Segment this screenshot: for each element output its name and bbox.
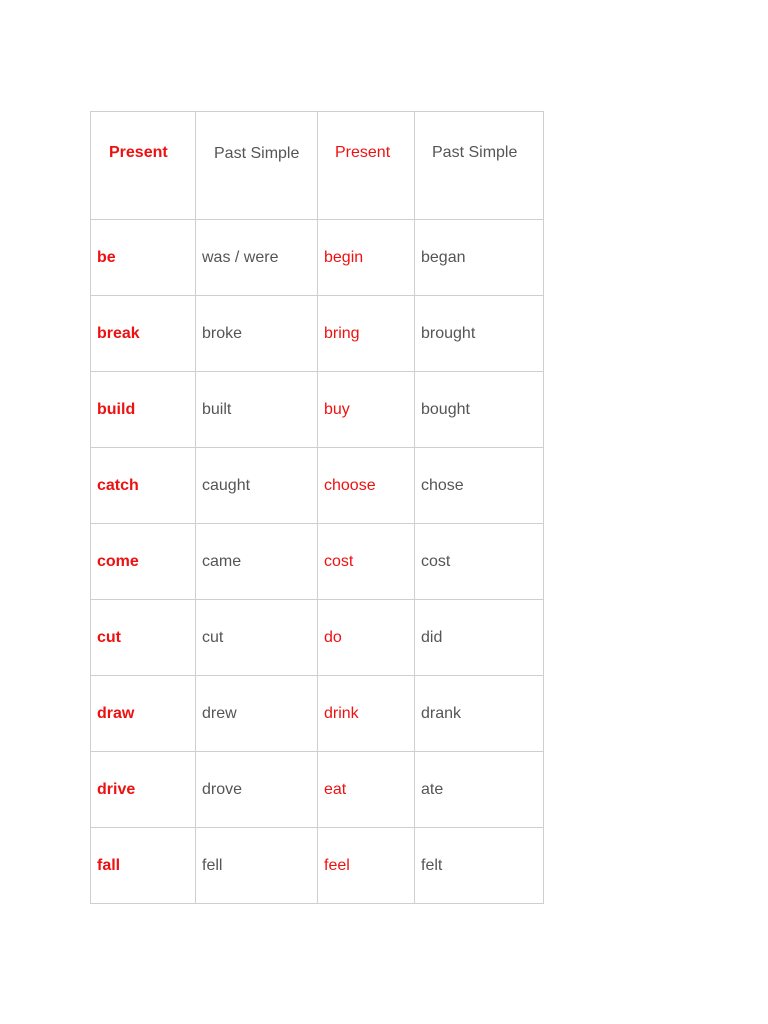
verb-present: drink [318, 676, 415, 752]
verb-present: feel [318, 828, 415, 904]
verb-past-simple: drove [196, 752, 318, 828]
header-past-simple-1: Past Simple [196, 112, 318, 220]
verb-past-simple: caught [196, 448, 318, 524]
verb-present: buy [318, 372, 415, 448]
verb-present: do [318, 600, 415, 676]
verb-past-simple: fell [196, 828, 318, 904]
verb-past-simple: cost [415, 524, 544, 600]
table-row [91, 220, 544, 296]
verb-present: break [91, 296, 196, 372]
table-row [91, 752, 544, 828]
verb-present: fall [91, 828, 196, 904]
verb-past-simple: bought [415, 372, 544, 448]
verb-present: cost [318, 524, 415, 600]
irregular-verbs-table [90, 111, 544, 904]
table-row [91, 372, 544, 448]
verb-past-simple: ate [415, 752, 544, 828]
verb-present: build [91, 372, 196, 448]
header-past-simple-2: Past Simple [415, 112, 544, 220]
verb-past-simple: began [415, 220, 544, 296]
verb-present: drive [91, 752, 196, 828]
table-row [91, 676, 544, 752]
verb-present: be [91, 220, 196, 296]
verb-present: begin [318, 220, 415, 296]
verb-past-simple: built [196, 372, 318, 448]
verb-present: draw [91, 676, 196, 752]
verb-present: choose [318, 448, 415, 524]
table-header-row [91, 112, 544, 220]
verb-present: cut [91, 600, 196, 676]
verb-past-simple: was / were [196, 220, 318, 296]
header-present-2: Present [318, 112, 415, 220]
verb-present: come [91, 524, 196, 600]
verb-past-simple: drew [196, 676, 318, 752]
verb-past-simple: felt [415, 828, 544, 904]
verb-present: catch [91, 448, 196, 524]
verb-past-simple: did [415, 600, 544, 676]
verb-past-simple: chose [415, 448, 544, 524]
table-row [91, 828, 544, 904]
verb-past-simple: broke [196, 296, 318, 372]
table-row [91, 524, 544, 600]
verb-past-simple: drank [415, 676, 544, 752]
table-row [91, 296, 544, 372]
verb-present: eat [318, 752, 415, 828]
verb-past-simple: cut [196, 600, 318, 676]
header-present-1: Present [91, 112, 196, 220]
verb-past-simple: came [196, 524, 318, 600]
table-row [91, 600, 544, 676]
verb-past-simple: brought [415, 296, 544, 372]
table-row [91, 448, 544, 524]
verb-present: bring [318, 296, 415, 372]
table-body [91, 220, 544, 904]
